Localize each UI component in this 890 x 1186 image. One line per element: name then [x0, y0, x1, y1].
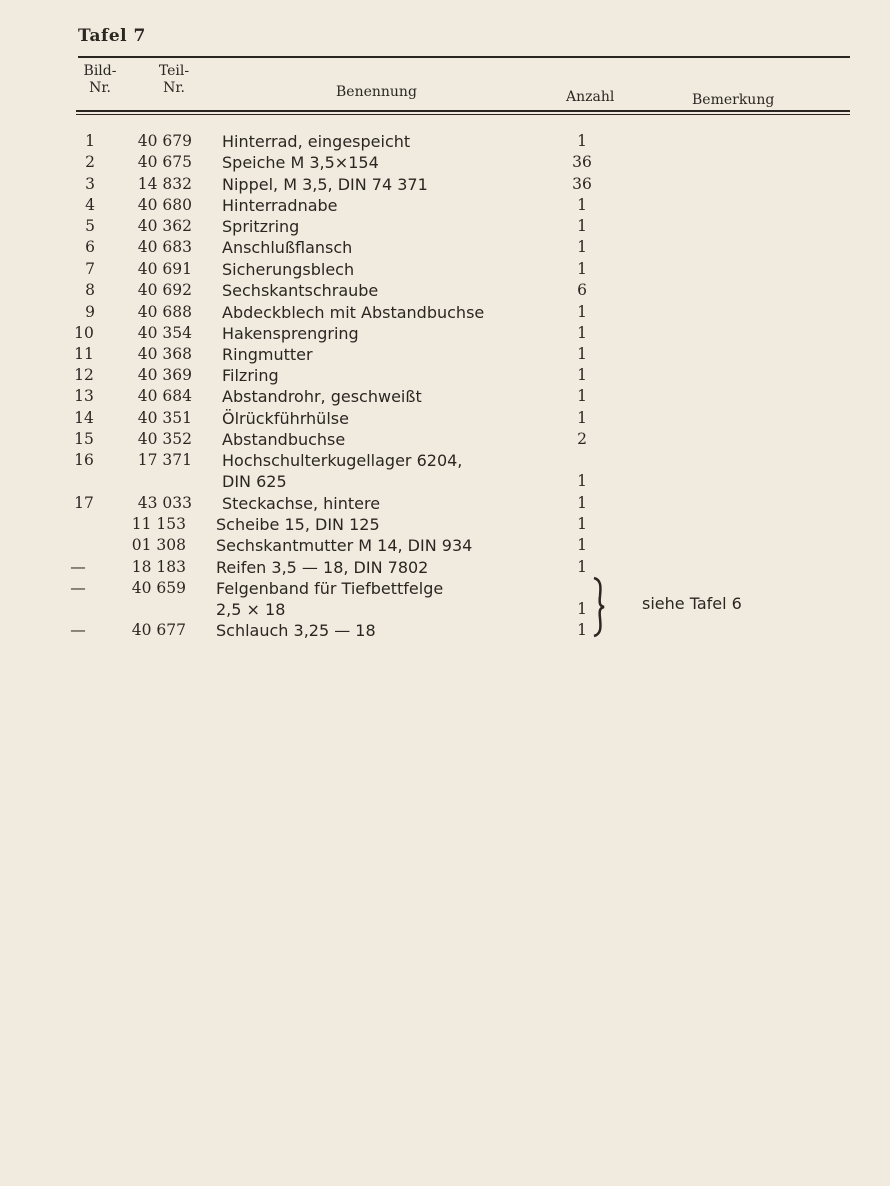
- table-row: [0, 259, 890, 280]
- table-row: [0, 323, 890, 344]
- quantity: 2: [577, 430, 587, 448]
- part-number: 40 352: [137, 430, 192, 448]
- table-row: [0, 216, 890, 237]
- part-name: Felgenband für Tiefbettfelge: [216, 579, 444, 598]
- table-row: [0, 152, 890, 173]
- bild-number: —: [70, 579, 86, 597]
- bild-number: 13: [74, 387, 94, 405]
- header-anzahl: Anzahl: [566, 89, 615, 105]
- quantity: 1: [577, 536, 587, 554]
- part-number: 40 680: [137, 196, 192, 214]
- part-name: Sicherungsblech: [222, 260, 355, 279]
- part-name: Hinterradnabe: [222, 196, 338, 215]
- table-row: [0, 386, 890, 407]
- quantity: 1: [577, 217, 587, 235]
- quantity: 1: [577, 472, 587, 490]
- quantity: 1: [577, 238, 587, 256]
- table-row: [0, 365, 890, 386]
- bild-number: 16: [74, 451, 94, 469]
- quantity: 1: [577, 387, 587, 405]
- table-row: [0, 599, 890, 620]
- part-name: Abstandbuchse: [222, 430, 346, 449]
- quantity: 1: [577, 515, 587, 533]
- remark-text: siehe Tafel 6: [642, 594, 742, 613]
- part-number: 40 677: [131, 621, 186, 639]
- bild-number: 2: [85, 153, 95, 171]
- part-number: 40 354: [137, 324, 192, 342]
- bild-number: 8: [85, 281, 95, 299]
- quantity: 1: [577, 324, 587, 342]
- table-row: [0, 557, 890, 578]
- part-name: Scheibe 15, DIN 125: [216, 515, 380, 534]
- part-name: Anschlußflansch: [222, 238, 353, 257]
- part-name: Sechskantschraube: [222, 281, 379, 300]
- part-number: 40 679: [137, 132, 192, 150]
- part-number: 40 683: [137, 238, 192, 256]
- bild-number: —: [70, 558, 86, 576]
- header-top-rule: [78, 56, 850, 58]
- part-name: Spritzring: [222, 217, 300, 236]
- bild-number: 6: [85, 238, 95, 256]
- quantity: 1: [577, 303, 587, 321]
- part-number: 11 153: [131, 515, 186, 533]
- part-number: 40 351: [137, 409, 192, 427]
- quantity: 36: [572, 153, 592, 171]
- quantity: 1: [577, 558, 587, 576]
- quantity: 1: [577, 132, 587, 150]
- table-row: [0, 302, 890, 323]
- part-number: 43 033: [137, 494, 192, 512]
- quantity: 1: [577, 600, 587, 618]
- part-number: 40 368: [137, 345, 192, 363]
- table-row: [0, 450, 890, 471]
- quantity: 1: [577, 494, 587, 512]
- table-row: [0, 174, 890, 195]
- part-name: Reifen 3,5 — 18, DIN 7802: [216, 558, 429, 577]
- bild-number: 15: [74, 430, 94, 448]
- part-name: Abstandrohr, geschweißt: [222, 387, 422, 406]
- quantity: 36: [572, 175, 592, 193]
- part-name: Ölrückführhülse: [222, 409, 349, 428]
- right-brace-icon: [592, 576, 606, 638]
- table-row: [0, 535, 890, 556]
- table-row: [0, 280, 890, 301]
- bild-number: 1: [85, 132, 95, 150]
- bild-number: 10: [74, 324, 94, 342]
- part-name: Speiche M 3,5×154: [222, 153, 379, 172]
- quantity: 6: [577, 281, 587, 299]
- bild-number: 11: [74, 345, 94, 363]
- header-bemerkung: Bemerkung: [692, 92, 775, 108]
- header-teil: Teil- Nr.: [158, 63, 190, 96]
- part-number: 40 659: [131, 579, 186, 597]
- part-name: 2,5 × 18: [216, 600, 286, 619]
- table-row: [0, 344, 890, 365]
- table-row: [0, 493, 890, 514]
- part-name: Ringmutter: [222, 345, 313, 364]
- part-name: Hakensprengring: [222, 324, 359, 343]
- table-row: [0, 578, 890, 599]
- part-number: 40 362: [137, 217, 192, 235]
- bild-number: 3: [85, 175, 95, 193]
- part-number: 40 691: [137, 260, 192, 278]
- table-row: [0, 471, 890, 492]
- part-number: 14 832: [137, 175, 192, 193]
- bild-number: 14: [74, 409, 94, 427]
- header-bottom-rule-2: [76, 114, 850, 115]
- part-name: DIN 625: [222, 472, 287, 491]
- quantity: 1: [577, 409, 587, 427]
- part-number: 40 684: [137, 387, 192, 405]
- quantity: 1: [577, 196, 587, 214]
- quantity: 1: [577, 366, 587, 384]
- part-number: 40 369: [137, 366, 192, 384]
- part-name: Sechskantmutter M 14, DIN 934: [216, 536, 473, 555]
- table-row: [0, 237, 890, 258]
- part-number: 40 688: [137, 303, 192, 321]
- table-row: [0, 131, 890, 152]
- part-name: Filzring: [222, 366, 279, 385]
- bild-number: —: [70, 621, 86, 639]
- table-row: [0, 514, 890, 535]
- part-name: Steckachse, hintere: [222, 494, 381, 513]
- quantity: 1: [577, 345, 587, 363]
- bild-number: 4: [85, 196, 95, 214]
- table-row: [0, 195, 890, 216]
- part-name: Hinterrad, eingespeicht: [222, 132, 411, 151]
- part-number: 40 675: [137, 153, 192, 171]
- bild-number: 17: [74, 494, 94, 512]
- table-row: [0, 408, 890, 429]
- quantity: 1: [577, 621, 587, 639]
- header-benennung: Benennung: [336, 84, 417, 100]
- header-bottom-rule: [76, 110, 850, 112]
- part-name: Abdeckblech mit Abstandbuchse: [222, 303, 485, 322]
- part-name: Schlauch 3,25 — 18: [216, 621, 376, 640]
- part-number: 40 692: [137, 281, 192, 299]
- part-number: 01 308: [131, 536, 186, 554]
- table-row: [0, 429, 890, 450]
- bild-number: 5: [85, 217, 95, 235]
- part-number: 17 371: [137, 451, 192, 469]
- page-title: Tafel 7: [78, 26, 146, 46]
- bild-number: 12: [74, 366, 94, 384]
- bild-number: 9: [85, 303, 95, 321]
- header-bild: Bild- Nr.: [83, 63, 117, 96]
- quantity: 1: [577, 260, 587, 278]
- bild-number: 7: [85, 260, 95, 278]
- part-number: 18 183: [131, 558, 186, 576]
- part-name: Hochschulterkugellager 6204,: [222, 451, 463, 470]
- part-name: Nippel, M 3,5, DIN 74 371: [222, 175, 428, 194]
- table-row: [0, 620, 890, 641]
